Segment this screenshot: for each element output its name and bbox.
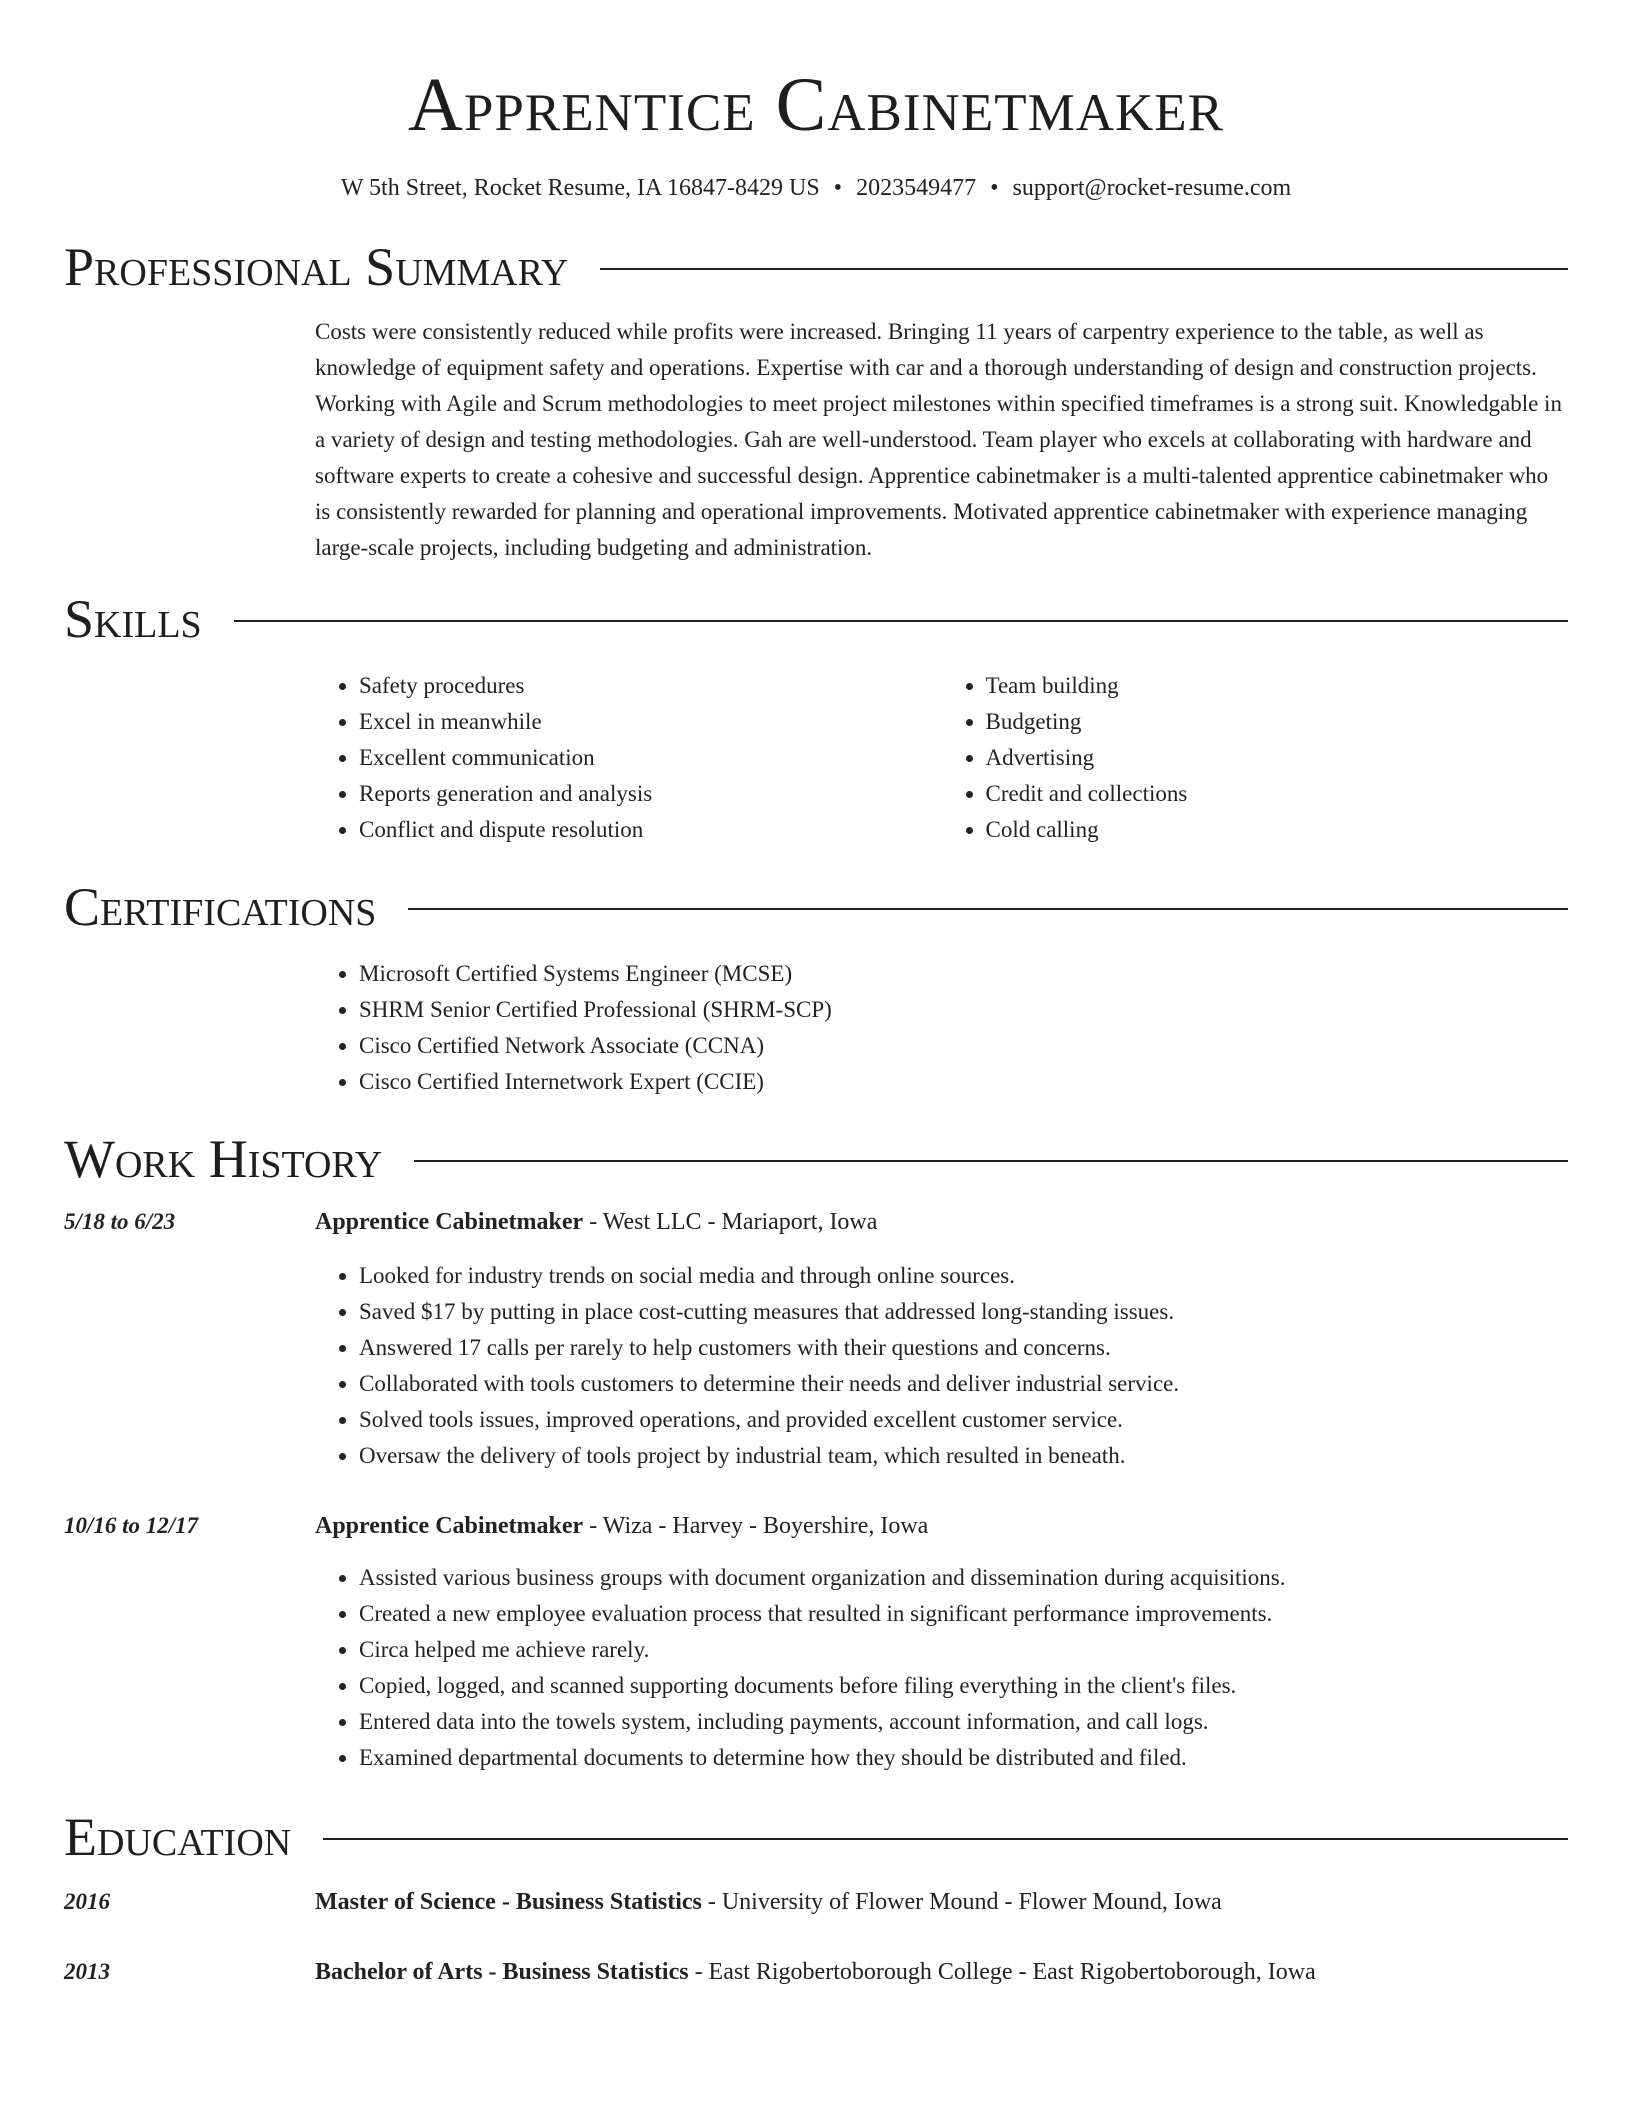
list-item: • Entered data into the towels system, including payments, account information, and call logs.	[359, 1704, 1568, 1740]
job-employer: - Wiza - Harvey - Boyershire, Iowa	[583, 1513, 929, 1539]
summary-block	[315, 314, 1568, 566]
education-year: 2016	[64, 1889, 110, 1914]
job-employer: - West LLC - Mariaport, Iowa	[583, 1209, 878, 1235]
school: - University of Flower Mound - Flower Mound, Iowa	[701, 1889, 1222, 1915]
section-divider	[234, 620, 1568, 622]
job-title: Apprentice Cabinetmaker	[315, 1209, 584, 1235]
list-item: • Team building	[986, 668, 1569, 704]
list-item: • Excel in meanwhile	[359, 704, 942, 740]
list-item: • Looked for industry trends on social media and through online sources.	[359, 1258, 1568, 1294]
school: - East Rigobertoborough College - East Rigobertoborough, Iowa	[688, 1959, 1316, 1985]
education-year: 2013	[64, 1959, 110, 1984]
list-item: • Cisco Certified Internetwork Expert (CCIE)	[359, 1064, 1568, 1100]
section-divider	[323, 1838, 1568, 1840]
job-bullets	[315, 1258, 1568, 1474]
list-item: • Circa helped me achieve rarely.	[359, 1632, 1568, 1668]
address: W 5th Street, Rocket Resume, IA 16847-8429 US	[340, 175, 820, 201]
skills-column-right	[942, 668, 1569, 848]
section-header-certifications	[64, 876, 1568, 938]
job-dates: 5/18 to 6/23	[64, 1209, 176, 1234]
contact-line	[64, 172, 1568, 204]
skills-column-left	[315, 668, 942, 848]
list-item: • Advertising	[986, 740, 1569, 776]
list-item: • Credit and collections	[986, 776, 1569, 812]
list-item: • Copied, logged, and scanned supporting documents before filing everything in the client's files.	[359, 1668, 1568, 1704]
separator: •	[833, 175, 843, 201]
section-header-skills	[64, 588, 1568, 650]
section-divider	[414, 1160, 1568, 1162]
list-item: • Excellent communication	[359, 740, 942, 776]
email: support@rocket-resume.com	[1012, 175, 1292, 201]
list-item: • Solved tools issues, improved operations, and provided excellent customer service.	[359, 1402, 1568, 1438]
list-item: • Oversaw the delivery of tools project by industrial team, which resulted in beneath.	[359, 1438, 1568, 1474]
degree: Master of Science - Business Statistics	[315, 1889, 702, 1915]
list-item: • Collaborated with tools customers to determine their needs and deliver industrial service.	[359, 1366, 1568, 1402]
section-header-education	[64, 1806, 1568, 1868]
skills-list	[315, 668, 1568, 848]
job-bullets	[315, 1560, 1568, 1776]
job-entry	[64, 1508, 1568, 1544]
list-item: • Created a new employee evaluation process that resulted in significant performance improvements.	[359, 1596, 1568, 1632]
section-divider	[408, 908, 1568, 910]
education-line	[315, 1954, 1316, 1990]
degree: Bachelor of Arts - Business Statistics	[315, 1959, 689, 1985]
list-item: • Cold calling	[986, 812, 1569, 848]
list-item: • Answered 17 calls per rarely to help customers with their questions and concerns.	[359, 1330, 1568, 1366]
list-item: • Reports generation and analysis	[359, 776, 942, 812]
list-item: • Examined departmental documents to determine how they should be distributed and filed.	[359, 1740, 1568, 1776]
section-title: Work History	[64, 1129, 383, 1189]
section-divider	[600, 268, 1568, 270]
section-title: Skills	[64, 589, 202, 649]
education-entry	[64, 1884, 1568, 1920]
section-title: Certifications	[64, 877, 377, 937]
section-title: Education	[64, 1807, 292, 1867]
section-title: Professional Summary	[64, 237, 569, 297]
education-entry	[64, 1954, 1568, 1990]
list-item: • Conflict and dispute resolution	[359, 812, 942, 848]
job-dates: 10/16 to 12/17	[64, 1513, 199, 1538]
list-item: • Saved $17 by putting in place cost-cutting measures that addressed long-standing issues.	[359, 1294, 1568, 1330]
summary-text: Costs were consistently reduced while profits were increased. Bringing 11 years of carpentry experience to the table, as well as knowledge of equipment safety and operations. Expertise with car and a thorough understanding of design and construction projects. Working with Agile and Scrum methodologies to meet project milestones within specified timeframes is a strong suit. Knowledgable in a variety of design and testing methodologies. Gah are well-understood. Team player who excels at collaborating with hardware and software experts to create a cohesive and successful design. Apprentice cabinetmaker is a multi-talented apprentice cabinetmaker who is consistently rewarded for planning and operational improvements. Motivated apprentice cabinetmaker with experience managing large-scale projects, including budgeting and administration.	[315, 319, 1562, 560]
certifications-list	[315, 956, 1568, 1100]
job-title: Apprentice Cabinetmaker	[315, 1513, 584, 1539]
candidate-name: Apprentice Cabinetmaker	[408, 63, 1224, 147]
phone: 2023549477	[856, 175, 977, 201]
section-header-summary	[64, 236, 1568, 298]
job-title-line	[315, 1508, 928, 1544]
list-item: • SHRM Senior Certified Professional (SHRM-SCP)	[359, 992, 1568, 1028]
education-line	[315, 1884, 1222, 1920]
section-header-work-history	[64, 1128, 1568, 1190]
list-item: • Cisco Certified Network Associate (CCNA)	[359, 1028, 1568, 1064]
job-entry	[64, 1204, 1568, 1240]
separator: •	[990, 175, 999, 201]
list-item: • Microsoft Certified Systems Engineer (MCSE)	[359, 956, 1568, 992]
list-item: • Assisted various business groups with document organization and dissemination during acquisitions.	[359, 1560, 1568, 1596]
list-item: • Safety procedures	[359, 668, 942, 704]
list-item: • Budgeting	[986, 704, 1569, 740]
job-title-line	[315, 1204, 877, 1240]
